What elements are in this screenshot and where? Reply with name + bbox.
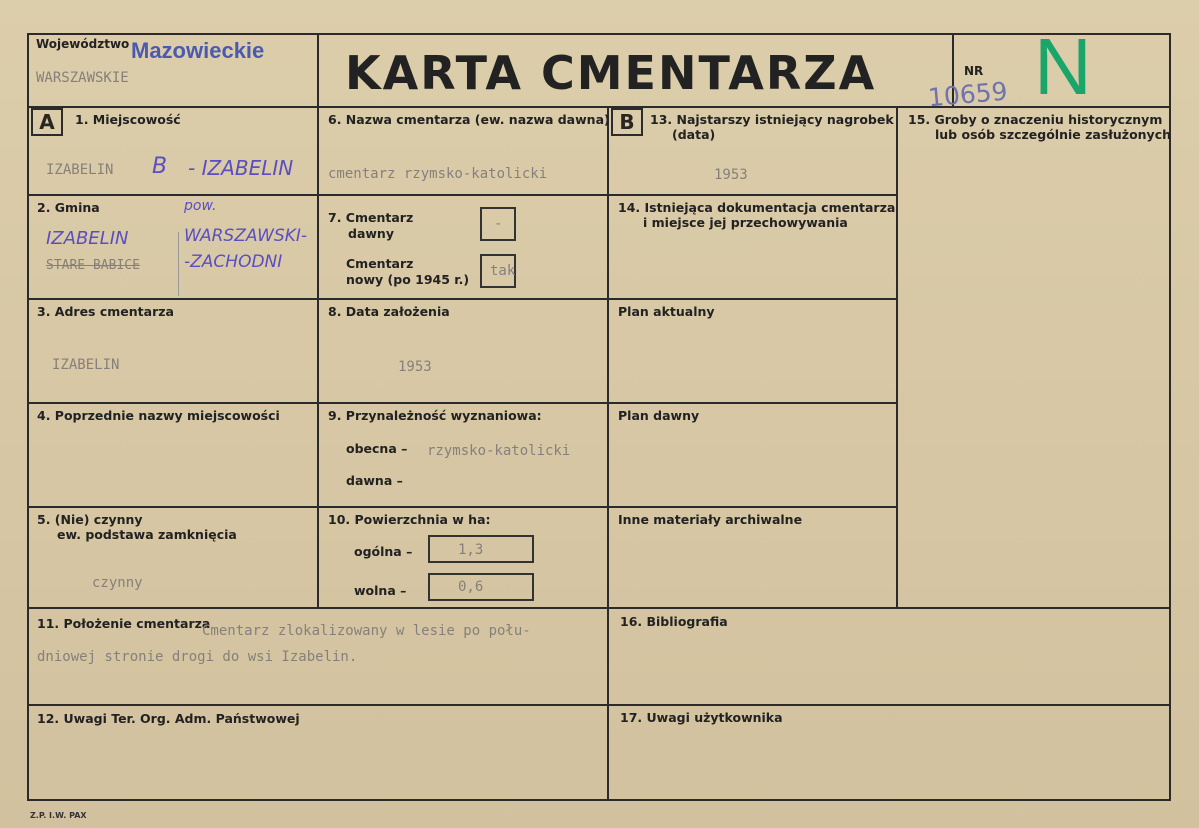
wojewodztwo-label: Województwo	[36, 37, 130, 51]
f3-label: 3. Adres cmentarza	[37, 304, 174, 319]
page-title: KARTA CMENTARZA	[345, 46, 877, 100]
f7-dawny-value: -	[494, 216, 503, 232]
nr-letter: N	[1034, 22, 1092, 111]
divider	[317, 106, 319, 608]
f13-label-2: (data)	[672, 127, 716, 142]
divider	[27, 607, 1171, 609]
f2-pow-1: WARSZAWSKI-	[184, 226, 308, 246]
f15-label-2: lub osób szczególnie zasłużonych	[935, 127, 1172, 142]
f10-wolna-value: 0,6	[458, 579, 484, 595]
divider	[27, 704, 1171, 706]
f1-hand: - IZABELIN	[188, 156, 294, 180]
f6-typed: cmentarz rzymsko-katolicki	[328, 166, 548, 182]
f1-typed: IZABELIN	[46, 162, 114, 178]
f13-label-1: 13. Najstarszy istniejący nagrobek	[650, 112, 894, 127]
f5-label-1: 5. (Nie) czynny	[37, 512, 143, 527]
f8-label: 8. Data założenia	[328, 304, 450, 319]
f2-label: 2. Gmina	[37, 200, 100, 215]
f9-label: 9. Przynależność wyznaniowa:	[328, 408, 542, 423]
f9-obecna-label: obecna –	[346, 441, 408, 456]
f7-nowy-label-2: nowy (po 1945 r.)	[346, 272, 470, 287]
f8-typed: 1953	[398, 359, 432, 375]
f2-struck: STARE BABICE	[46, 258, 140, 273]
f12-label: 12. Uwagi Ter. Org. Adm. Państwowej	[37, 711, 300, 726]
divider	[317, 33, 319, 107]
divider	[896, 106, 898, 608]
f17-label: 17. Uwagi użytkownika	[620, 710, 783, 725]
f3-typed: IZABELIN	[52, 357, 120, 373]
printer-mark: Z.P. I.W. PAX	[30, 811, 87, 820]
f5-typed: czynny	[92, 575, 143, 591]
f11-label: 11. Położenie cmentarza	[37, 616, 211, 631]
f16-label: 16. Bibliografia	[620, 614, 728, 629]
f10-label: 10. Powierzchnia w ha:	[328, 512, 491, 527]
f11-line2: dniowej stronie drogi do wsi Izabelin.	[37, 649, 358, 665]
f10-ogolna-box	[428, 535, 534, 563]
divider	[27, 506, 898, 508]
divider	[27, 298, 898, 300]
nr-label: NR	[964, 64, 984, 78]
f14-label-1: 14. Istniejąca dokumentacja cmentarza	[618, 200, 896, 215]
f4-label: 4. Poprzednie nazwy miejscowości	[37, 408, 280, 423]
plan-dawny-label: Plan dawny	[618, 408, 700, 423]
f14-label-2: i miejsce jej przechowywania	[643, 215, 848, 230]
f10-ogolna-label: ogólna –	[354, 544, 413, 559]
nr-number: 10659	[926, 76, 1009, 113]
f6-label: 6. Nazwa cmentarza (ew. nazwa dawna)	[328, 112, 610, 127]
f2-pow-label: pow.	[184, 198, 217, 214]
divider	[607, 106, 609, 801]
f9-obecna-value: rzymsko-katolicki	[427, 443, 571, 459]
f7-dawny-label-2: dawny	[348, 226, 394, 241]
f7-nowy-box	[480, 254, 516, 288]
wojewodztwo-typed: WARSZAWSKIE	[36, 70, 129, 86]
divider	[27, 106, 1171, 108]
f2-hand-gmina: IZABELIN	[46, 228, 129, 249]
divider	[27, 194, 898, 196]
f13-typed: 1953	[714, 167, 748, 183]
f7-dawny-label-1: 7. Cmentarz	[328, 210, 414, 225]
f9-dawna-label: dawna –	[346, 473, 403, 488]
f7-nowy-value: tak	[490, 263, 516, 279]
section-a-marker: A	[31, 108, 63, 136]
f10-wolna-box	[428, 573, 534, 601]
divider	[27, 402, 898, 404]
f15-label-1: 15. Groby o znaczeniu historycznym	[908, 112, 1163, 127]
f7-nowy-label-1: Cmentarz	[346, 256, 414, 271]
wojewodztwo-stamp: Mazowieckie	[131, 38, 265, 63]
f1-label: 1. Miejscowość	[75, 112, 181, 127]
f2-separator	[178, 232, 179, 296]
f2-pow-2: -ZACHODNI	[184, 252, 283, 272]
f7-dawny-box	[480, 207, 516, 241]
f11-line1: Cmentarz zlokalizowany w lesie po połu-	[202, 623, 531, 639]
f5-label-2: ew. podstawa zamknięcia	[57, 527, 237, 542]
f10-ogolna-value: 1,3	[458, 542, 484, 558]
f10-wolna-label: wolna –	[354, 583, 407, 598]
plan-aktualny-label: Plan aktualny	[618, 304, 715, 319]
inne-materialy-label: Inne materiały archiwalne	[618, 512, 803, 527]
f1-hand-prefix: B	[152, 154, 168, 179]
section-b-marker: B	[611, 108, 643, 136]
